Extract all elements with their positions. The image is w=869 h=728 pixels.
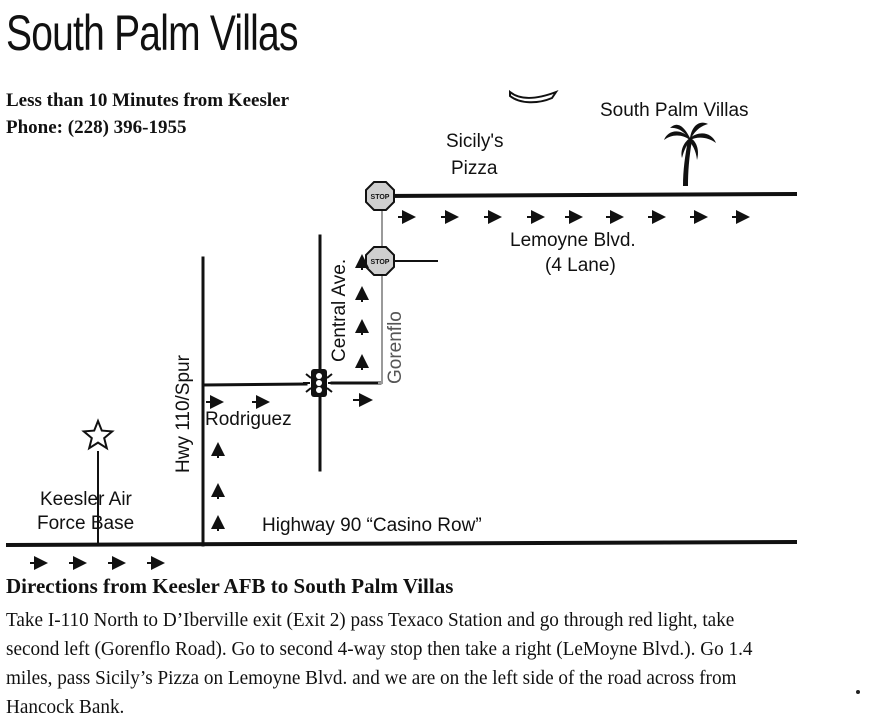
tagline: Less than 10 Minutes from Keesler [6,90,290,111]
sicilys-pizza-label-2: Pizza [451,158,498,179]
destination-label: South Palm Villas [600,100,749,121]
gorenflo-road [378,200,382,383]
rodriguez-road [203,384,306,385]
sicilys-pizza-label-1: Sicily's [446,131,504,152]
central-ave-label: Central Ave. [329,258,350,362]
gorenflo-label: Gorenflo [385,311,406,384]
svg-text:STOP: STOP [370,259,390,266]
sketch-mark [510,92,556,102]
star-icon [84,421,112,448]
traffic-light-icon [303,369,335,397]
lemoyne-lanes-label: (4 Lane) [545,255,616,276]
lemoyne-blvd-road [370,194,795,196]
lemoyne-blvd-label: Lemoyne Blvd. [510,230,636,251]
palm-tree-icon [664,123,716,186]
hwy-110-label: Hwy 110/Spur [173,355,194,473]
keesler-label-2: Force Base [37,513,135,534]
directions-heading: Directions from Keesler AFB to South Palm Villas [6,574,454,598]
keesler-label-1: Keesler Air [40,489,132,510]
stop-sign-icon [366,247,394,275]
stray-dot [856,690,860,694]
phone-number: Phone: (228) 396-1955 [6,117,187,138]
highway-90-road [8,542,795,545]
stop-sign-icon [366,182,394,210]
page-title: South Palm Villas [6,5,298,61]
highway-90-label: Highway 90 “Casino Row” [262,515,482,536]
svg-text:STOP: STOP [370,194,390,201]
directions-text: Take I-110 North to D’Iberville exit (Exit 2) pass Texaco Station and go through red light, take second left (Gorenflo Road). Go to second 4-way stop then take a right (LeMoyne Blvd.). Go 1.4 miles, pass Sicily’s Pizza on Lemoyne Blvd. and we are on the left side of the road across from Hancock Bank. [6,609,753,718]
rodriguez-label: Rodriguez [205,409,292,430]
